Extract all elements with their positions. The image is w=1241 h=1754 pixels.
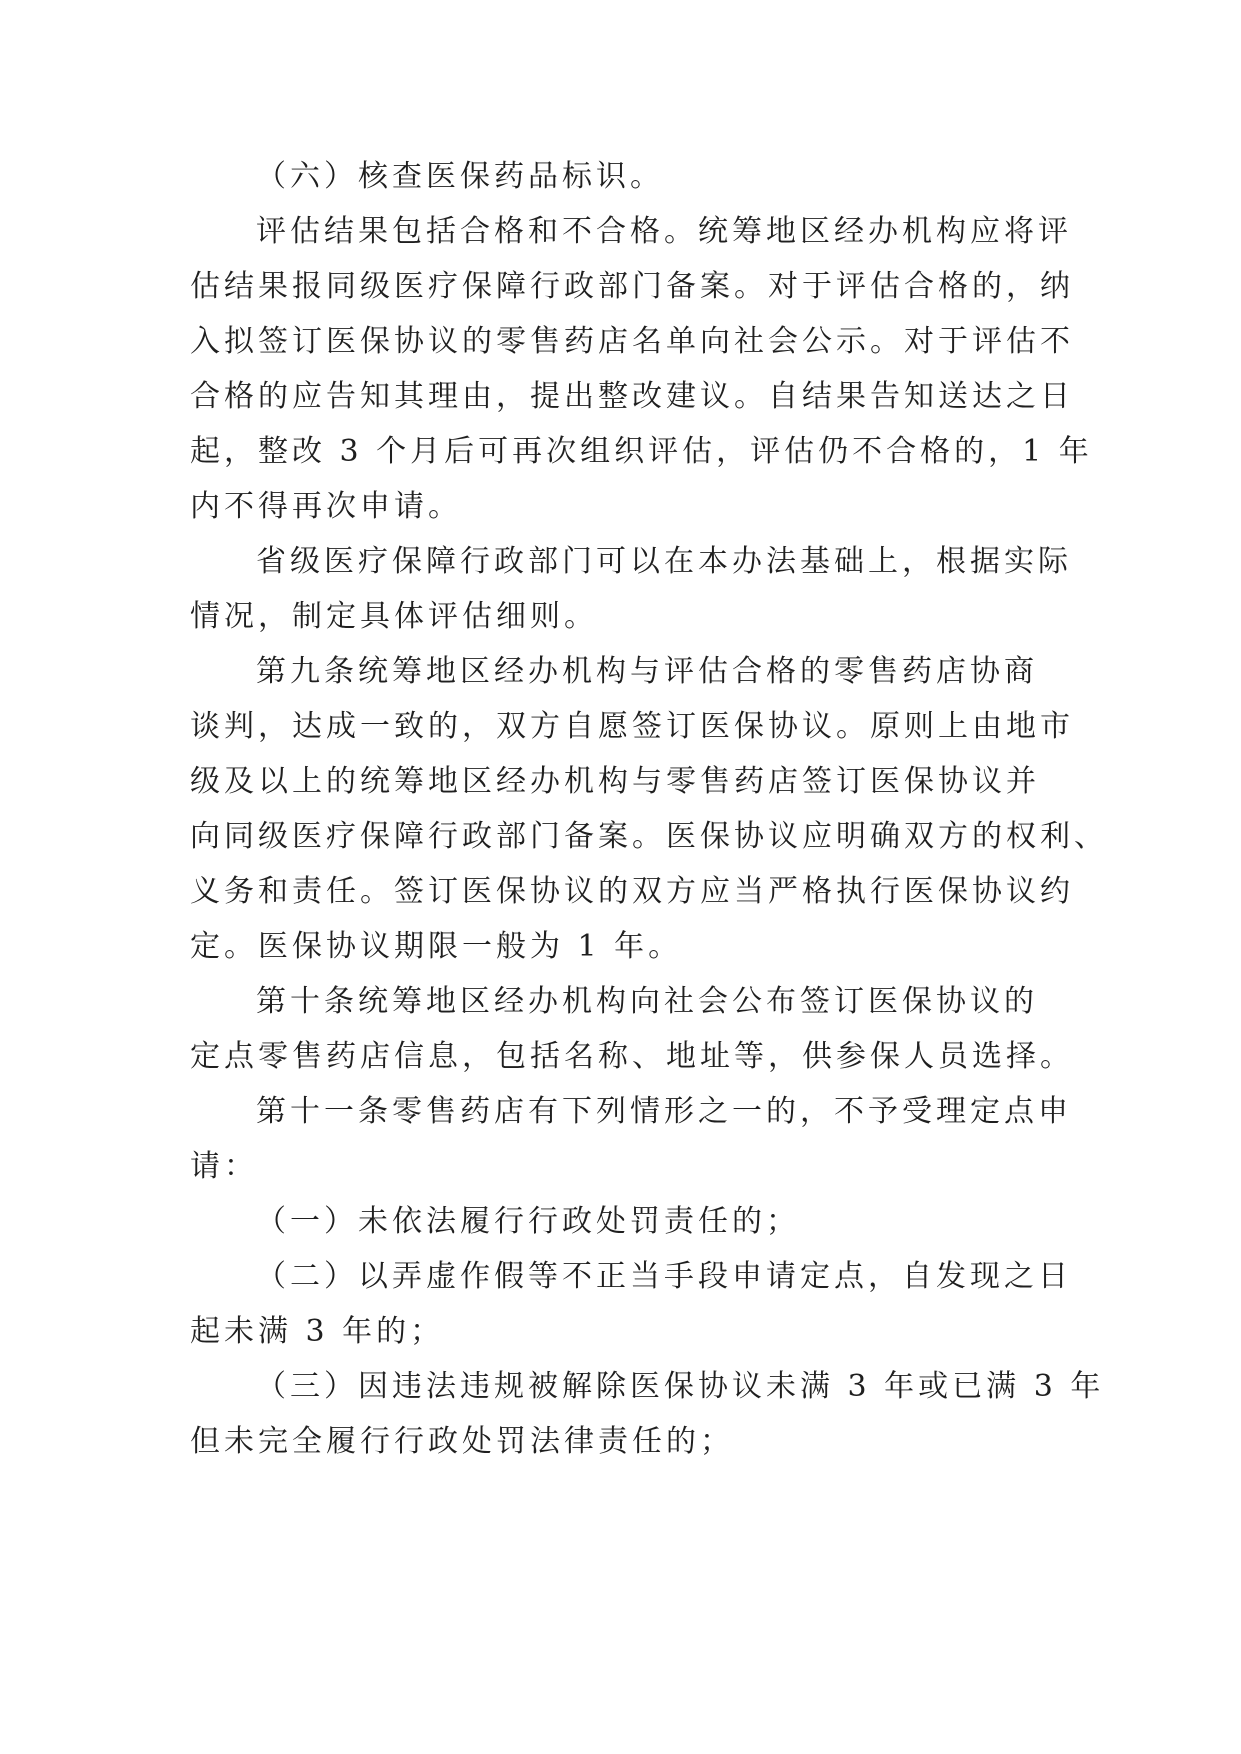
text-line: 义务和责任。签订医保协议的双方应当严格执行医保协议约 bbox=[190, 874, 1074, 909]
text-line: 向同级医疗保障行政部门备案。医保协议应明确双方的权利、 bbox=[190, 819, 1108, 854]
text-line: 估结果报同级医疗保障行政部门备案。对于评估合格的，纳 bbox=[190, 269, 1074, 304]
text-line: 起，整改 3 个月后可再次组织评估，评估仍不合格的，1 年 bbox=[190, 434, 1093, 469]
text-line: （一）未依法履行行政处罚责任的； bbox=[256, 1204, 800, 1239]
text-line: 省级医疗保障行政部门可以在本办法基础上，根据实际 bbox=[256, 544, 1072, 579]
text-line: （三）因违法违规被解除医保协议未满 3 年或已满 3 年 bbox=[256, 1369, 1105, 1404]
text-line: 但未完全履行行政处罚法律责任的； bbox=[190, 1424, 734, 1459]
text-line: 内不得再次申请。 bbox=[190, 489, 462, 524]
text-line: 请： bbox=[190, 1149, 258, 1184]
text-line: （二）以弄虚作假等不正当手段申请定点，自发现之日 bbox=[256, 1259, 1072, 1294]
text-line: 起未满 3 年的； bbox=[190, 1314, 445, 1349]
text-line: 第十条统筹地区经办机构向社会公布签订医保协议的 bbox=[256, 984, 1038, 1019]
text-line: 第十一条零售药店有下列情形之一的，不予受理定点申 bbox=[256, 1094, 1072, 1129]
text-line: 级及以上的统筹地区经办机构与零售药店签订医保协议并 bbox=[190, 764, 1040, 799]
text-line: （六）核查医保药品标识。 bbox=[256, 159, 664, 194]
text-line: 定点零售药店信息，包括名称、地址等，供参保人员选择。 bbox=[190, 1039, 1074, 1074]
text-line: 评估结果包括合格和不合格。统筹地区经办机构应将评 bbox=[256, 214, 1072, 249]
text-line: 定。医保协议期限一般为 1 年。 bbox=[190, 929, 683, 964]
text-line: 入拟签订医保协议的零售药店名单向社会公示。对于评估不 bbox=[190, 324, 1074, 359]
text-line: 第九条统筹地区经办机构与评估合格的零售药店协商 bbox=[256, 654, 1038, 689]
text-line: 情况，制定具体评估细则。 bbox=[190, 599, 598, 634]
text-line: 谈判，达成一致的，双方自愿签订医保协议。原则上由地市 bbox=[190, 709, 1074, 744]
text-line: 合格的应告知其理由，提出整改建议。自结果告知送达之日 bbox=[190, 379, 1074, 414]
